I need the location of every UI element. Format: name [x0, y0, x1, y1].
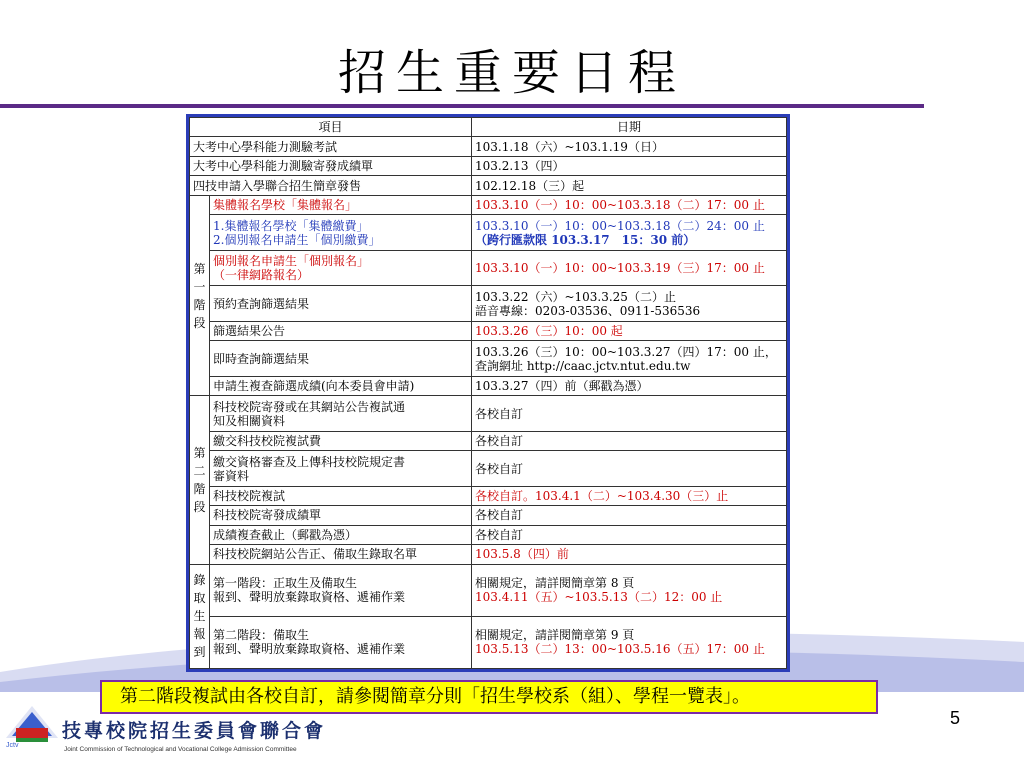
row-item-line: 科技校院寄發或在其網站公告複試通 [213, 399, 406, 414]
table-row [190, 545, 787, 564]
stage3-label: 錄取生報到 [190, 564, 210, 668]
table-row [190, 431, 787, 450]
row-date [472, 616, 787, 668]
row-date [472, 215, 787, 251]
slide-title: 招生重要日程 [337, 45, 686, 101]
row-item: 即時查詢篩選結果 [210, 341, 472, 377]
header-date: 日期 [472, 118, 787, 137]
table-row [190, 506, 787, 525]
table-row [190, 525, 787, 544]
row-date: 各校自訂。103.4.1（二）~103.4.30（三）止 [472, 486, 787, 505]
row-item-line: 審資料 [213, 468, 250, 483]
table-row [190, 486, 787, 505]
row-item-line: 繳交資格審查及上傳科技校院規定書 [213, 454, 406, 469]
row-item-line: 第二階段：備取生 [213, 628, 310, 643]
table-row [190, 137, 787, 156]
table-row [190, 215, 787, 251]
table-row [190, 176, 787, 195]
row-date: 各校自訂 [472, 451, 787, 487]
row-date: 102.12.18（三）起 [472, 176, 787, 195]
stage1-label: 第一階段 [190, 195, 210, 395]
row-item [210, 396, 472, 432]
schedule-table-frame [186, 114, 790, 672]
row-date: 103.3.10（一）10：00~103.3.18（二）17：00 止 [472, 195, 787, 214]
row-item: 集體報名學校「集體報名」 [210, 195, 472, 214]
row-item: 科技校院網站公告正、備取生錄取名單 [210, 545, 472, 564]
row-item: 繳交科技校院複試費 [210, 431, 472, 450]
row-date: 103.5.8（四）前 [472, 545, 787, 564]
page-number: 5 [950, 708, 961, 728]
org-logo-icon [2, 698, 62, 748]
row-date-line: 103.3.10（一）10：00~103.3.18（二）24：00 止 [475, 218, 765, 233]
row-date: 各校自訂 [472, 525, 787, 544]
note-banner: 第二階段複試由各校自訂，請參閱簡章分則「招生學校系（組）、學程一覽表」。 [100, 680, 878, 714]
row-item: 申請生複查篩選成績(向本委員會申請) [210, 376, 472, 395]
table-row [190, 564, 787, 616]
row-item: 篩選結果公告 [210, 321, 472, 340]
table-row [190, 195, 787, 214]
row-date-line: （跨行匯款限 103.3.17 15：30 前） [475, 232, 696, 247]
row-item: 成績複查截止（郵戳為憑） [210, 525, 472, 544]
table-row [190, 250, 787, 286]
row-date [472, 286, 787, 322]
table-row [190, 396, 787, 432]
row-date-line: 103.3.22（六）~103.3.25（二）止 [475, 289, 676, 304]
row-date: 各校自訂 [472, 506, 787, 525]
row-date-line: 103.4.11（五）~103.5.13（二）12：00 止 [475, 590, 723, 605]
row-item: 大考中心學科能力測驗寄發成績單 [190, 156, 472, 175]
schedule-table [189, 117, 787, 669]
org-name: 技專校院招生委員會聯合會 [62, 720, 327, 742]
row-date [472, 341, 787, 377]
row-date: 103.3.26（三）10：00 起 [472, 321, 787, 340]
table-row [190, 156, 787, 175]
row-date: 103.3.27（四）前（郵戳為憑） [472, 376, 787, 395]
row-item-line: 1.集體報名學校「集體繳費」 [213, 218, 369, 233]
row-date [472, 564, 787, 616]
row-item-line: 2.個別報名申請生「個別繳費」 [213, 232, 381, 247]
row-item-line: 報到、聲明放棄錄取資格、遞補作業 [213, 642, 406, 657]
table-row [190, 286, 787, 322]
row-date-line: 相關規定，請詳閱簡章第 9 頁 [475, 628, 635, 643]
row-date-line: 103.5.13（二）13：00~103.5.16（五）17：00 止 [475, 642, 765, 657]
table-row [190, 341, 787, 377]
logo-text: Jctv [6, 742, 19, 748]
row-item-line: 第一階段：正取生及備取生 [213, 576, 358, 591]
row-item-line: 報到、聲明放棄錄取資格、遞補作業 [213, 590, 406, 605]
table-row [190, 451, 787, 487]
row-date: 各校自訂 [472, 396, 787, 432]
table-row [190, 376, 787, 395]
row-item: 科技校院寄發成績單 [210, 506, 472, 525]
row-item: 大考中心學科能力測驗考試 [190, 137, 472, 156]
row-item [210, 215, 472, 251]
row-date: 103.1.18（六）~103.1.19（日） [472, 137, 787, 156]
row-item [210, 616, 472, 668]
row-item: 科技校院複試 [210, 486, 472, 505]
stage2-label: 第二階段 [190, 396, 210, 564]
row-item-line: （一律網路報名） [213, 268, 310, 283]
row-date-line: 查詢網址 http://caac.jctv.ntut.edu.tw [475, 358, 691, 373]
row-date-line: 相關規定，請詳閱簡章第 8 頁 [475, 576, 635, 591]
row-date-line: 103.3.26（三）10：00~103.3.27（四）17：00 止， [475, 344, 777, 359]
row-date: 各校自訂 [472, 431, 787, 450]
title-divider [0, 104, 924, 108]
table-row [190, 616, 787, 668]
row-item-line: 個別報名申請生「個別報名」 [213, 254, 370, 269]
row-item-line: 知及相關資料 [213, 413, 286, 428]
table-header-row [190, 118, 787, 137]
row-item: 四技申請入學聯合招生簡章發售 [190, 176, 472, 195]
row-item [210, 250, 472, 286]
org-english-name: Joint Commission of Technological and Vocational College Admission Committee [64, 746, 297, 753]
table-row [190, 321, 787, 340]
row-item: 預約查詢篩選結果 [210, 286, 472, 322]
row-date-line: 語音專線：0203-03536、0911-536536 [475, 303, 701, 318]
header-item: 項目 [190, 118, 472, 137]
row-item [210, 451, 472, 487]
row-date: 103.3.10（一）10：00~103.3.19（三）17：00 止 [472, 250, 787, 286]
row-item [210, 564, 472, 616]
row-date: 103.2.13（四） [472, 156, 787, 175]
